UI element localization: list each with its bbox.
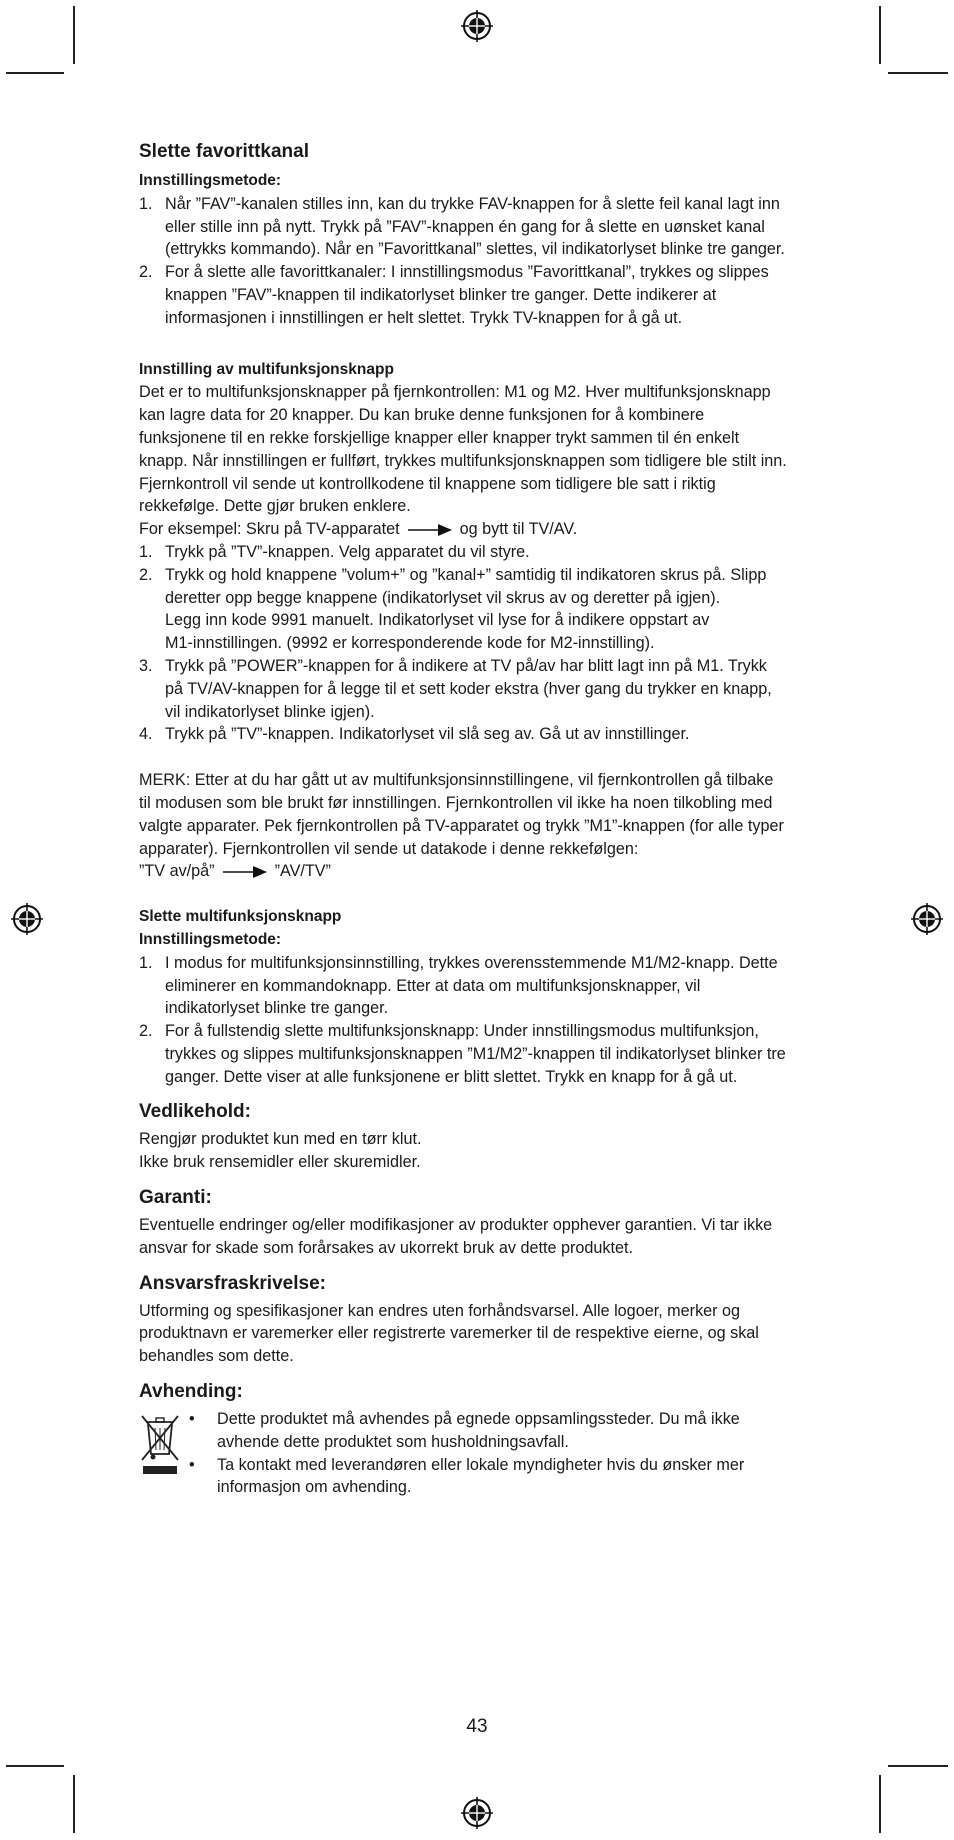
example-line: For eksempel: Skru på TV-apparatet og bytt til TV/AV. [139, 520, 578, 539]
registration-mark-icon [460, 9, 494, 43]
multi-setup-intro: Det er to multifunksjonsknapper på fjernkontrollen: M1 og M2. Hver multifunksjonsknapp kan lagre data for 20 knapper. Du kan bruke denne funksjonen for å kombinere funksjonene til en rekke forskjellige knapper eller knapper trykt sammen til én enkelt knapp. Når innstillingen er fullført, trykkes multifunksjonsknappen som tidligere ble stilt inn. Fjernkontroll vil sende ut kontrollkodene til knappene som tidligere ble satt i riktig rekkefølge. Dette gjør bruken enklere. [139, 383, 787, 516]
list-item: • Dette produktet må avhendes på egnede oppsamlingssteder. Du må ikke avhende dette produktet som husholdningsavfall. [189, 1410, 740, 1451]
multi-setup-steps [139, 541, 829, 746]
registration-mark-icon [10, 902, 44, 936]
section-title-disposal: Avhending: [139, 1381, 243, 1403]
list-item: 3. Trykk på ”POWER”-knappen for å indikere at TV på/av har blitt lagt inn på M1. Trykk på TV/AV-knappen for å legge til et sett koder ekstra (hver gang du trykker en knapp, vil indikatorlyset blinke igjen). [139, 656, 772, 721]
maintenance-text: Rengjør produktet kun med en tørr klut. Ikke bruk rensemidler eller skuremidler. [139, 1130, 422, 1172]
weee-crossed-bin-icon [139, 1412, 181, 1476]
crop-mark [888, 72, 948, 74]
arrow-right-icon [223, 866, 267, 878]
section-title-multi-setup: Innstilling av multifunksjonsknapp [139, 360, 394, 378]
method-subtitle: Innstillingsmetode: [139, 930, 282, 948]
crop-mark [879, 6, 881, 64]
arrow-right-icon [408, 524, 452, 536]
warranty-text: Eventuelle endringer og/eller modifikasjoner av produkter opphever garantien. Vi tar ikke ansvar for skade som forårsakes av ukorrekt bruk av dette produktet. [139, 1216, 773, 1257]
list-item: 1. I modus for multifunksjonsinnstilling, trykkes overensstemmende M1/M2-knapp. Dette eliminerer en kommandoknapp. Etter at data om multifunksjonsknapper, vil indikatorlyset blinke tre ganger. [139, 953, 778, 1018]
sequence-line: ”TV av/på” ”AV/TV” [139, 862, 331, 881]
disclaimer-text: Utforming og spesifikasjoner kan endres uten forhåndsvarsel. Alle logoer, merker og produktnavn er varemerker eller registrerte varemerker til de respektive eierne, og skal behandles som dette. [139, 1301, 759, 1366]
crop-mark [879, 1775, 881, 1833]
page-number: 43 [466, 1716, 488, 1737]
page-content [139, 140, 829, 1499]
multi-delete-steps [139, 952, 829, 1089]
list-item: 2. Trykk og hold knappene ”volum+” og ”kanal+” samtidig til indikatoren skrus på. Slipp deretter opp begge knappene (indikatorlyset vil skrus av og deretter på igjen). Legg inn kode 9991 manuelt. Indikatorlyset vil lyse for å indikere oppstart av M1-innstillingen. (9992 er korresponderende kode for M2-innstilling). [139, 565, 767, 653]
section-title-multi-delete: Slette multifunksjonsknapp [139, 908, 342, 926]
list-item: 1. Når ”FAV”-kanalen stilles inn, kan du trykke FAV-knappen for å slette feil kanal lagt inn eller stille inn på nytt. Trykk på ”FAV”-knappen én gang for å slette en uønsket kanal (ettrykks kommando). Når en ”Favorittkanal” slettes, vil indikatorlyset blinke tre ganger. [139, 194, 785, 259]
section-title-warranty: Garanti: [139, 1187, 212, 1209]
crop-mark [73, 1775, 75, 1833]
section-title-disclaimer: Ansvarsfraskrivelse: [139, 1272, 326, 1294]
note-paragraph: MERK: Etter at du har gått ut av multifunksjonsinnstillingene, vil fjernkontrollen gå tilbake til modusen som ble brukt før innstillingen. Fjernkontrollen vil ikke ha noen tilkobling med valgte apparater. Pek fjernkontrollen på TV-apparatet og trykk ”M1”-knappen (for alle typer apparater). Fjernkontrollen vil sende ut datakode i denne rekkefølgen: [139, 771, 784, 858]
list-item: 4. Trykk på ”TV”-knappen. Indikatorlyset vil slå seg av. Gå ut av innstillinger. [139, 725, 690, 744]
crop-mark [6, 72, 64, 74]
disposal-block [139, 1408, 829, 1499]
list-item: • Ta kontakt med leverandøren eller lokale myndigheter hvis du ønsker mer informasjon om avhending. [189, 1455, 745, 1497]
registration-mark-icon [910, 902, 944, 936]
method-subtitle: Innstillingsmetode: [139, 172, 282, 189]
disposal-list [189, 1408, 829, 1499]
list-item: 1. Trykk på ”TV”-knappen. Velg apparatet du vil styre. [139, 542, 530, 561]
list-item: 2. For å slette alle favorittkanaler: I innstillingsmodus ”Favorittkanal”, trykkes og slippes knappen ”FAV”-knappen til indikatorlyset blinker tre ganger. Dette indikerer at informasjonen i innstillingen er helt slettet. Trykk TV-knappen for å gå ut. [139, 263, 769, 327]
crop-mark [73, 6, 75, 64]
section-title-fav-delete: Slette favorittkanal [139, 141, 309, 162]
section-title-maintenance: Vedlikehold: [139, 1101, 251, 1123]
fav-delete-steps [139, 193, 829, 330]
list-item: 2. For å fullstendig slette multifunksjonsknapp: Under innstillingsmodus multifunksjon, trykkes og slippes multifunksjonsknappen ”M1/M2”-knappen til indikatorlyset blinker tre ganger. Dette viser at alle funksjonene er blitt slettet. Trykk en knapp for å gå ut. [139, 1022, 786, 1086]
registration-mark-icon [460, 1796, 494, 1830]
crop-mark [888, 1765, 948, 1767]
crop-mark [6, 1765, 64, 1767]
